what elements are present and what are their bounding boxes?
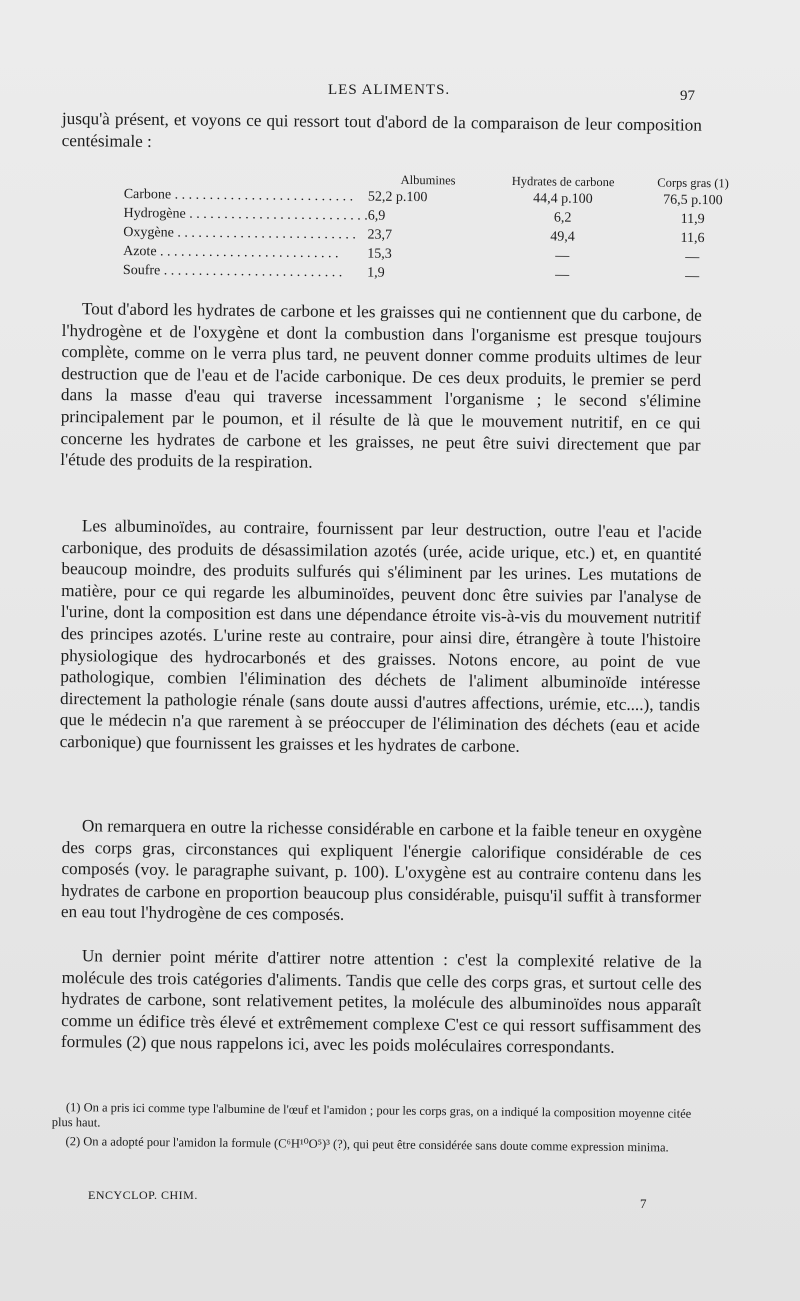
footnote-1: (1) On a pris ici comme type l'albumine de l'œuf et l'amidon ; pour les corps gras, on a indiqué la composition moyenne citée plus haut. bbox=[51, 1100, 692, 1130]
element-name: Carbone . . . bbox=[124, 187, 368, 209]
albumines-value: 6,9 bbox=[367, 208, 386, 224]
paragraph-block-4 bbox=[61, 945, 702, 1060]
albumines-value: 15,3 bbox=[367, 246, 392, 262]
intro-paragraph: jusqu'à présent, et voyons ce qui ressort tout d'abord de la comparaison de leur composition centésimale : bbox=[61, 108, 702, 151]
gras-value: 76,5 p.100 bbox=[663, 192, 723, 209]
gras-value: 11,6 bbox=[680, 230, 705, 247]
footnotes bbox=[51, 1100, 702, 1160]
element-name: Soufre . . . bbox=[123, 263, 367, 285]
paragraph: Tout d'abord les hydrates de carbone et les graisses qui ne contiennent que du carbone, de l'hydrogène et de l'oxygène et dont la combustion dans l'organisme est presque toujours complète, comme on le verra plus tard, ne peuvent donner comme produits ultimes de leur destruction que de l'eau et de l'acide carbonique. De ces deux produits, le premier se perd dans la masse d'eau qui traverse incessamment l'organisme ; le second s'élimine principalement par le poumon, et il résulte de là que le mouvement nutritif, en ce qui concerne les hydrates de carbone et les graisses, ne peut être suivi directement que par l'étude des produits de la respiration. bbox=[60, 299, 702, 472]
gras-value: 11,9 bbox=[680, 211, 705, 228]
running-head: LES ALIMENTS. bbox=[328, 82, 451, 98]
albumines-value: 1,9 bbox=[367, 265, 385, 281]
hydrates-value: 49,4 bbox=[550, 229, 575, 245]
paragraph: Un dernier point mérite d'attirer notre attention : c'est la complexité relative de la molécule des trois catégories d'aliments. Tandis que celle des corps gras, et surtout celle des hydrates de carbone, sont relativement petites, la molécule des albuminoïdes nous apparaît comme un édifice très élevé et extrêmement complexe C'est ce qui ressort suffisamment des formules (2) que nous rappelons ici, avec les poids moléculaires correspondants. bbox=[60, 946, 702, 1058]
composition-table bbox=[123, 170, 748, 289]
albumines-value: 23,7 bbox=[367, 227, 393, 243]
hydrates-value: — bbox=[555, 248, 570, 264]
paragraph: Les albuminoïdes, au contraire, fournissent par leur destruction, outre l'eau et l'acide carbonique, des produits de désassimilation azotés (urée, acide urique, etc.) et, en quantité beaucoup moindre, des produits sulfurés qui s'éliminent par les urines. Les mutations de matière, pour ce qui regarde les albuminoïdes, peuvent donc être suivies par l'analyse de l'urine, dont la composition est dans une dépendance étroite vis-à-vis du mouvement nutritif des principes azotés. L'urine reste au contraire, pour ainsi dire, étrangère à toute l'histoire physiologique des hydrocarbonés et des graisses. Notons encore, au point de vue pathologique, combien l'élimination des déchets de l'aliment albuminoïde intéresse directement la pathologie rénale (sans doute aussi d'autres affections, urémie, etc....), tandis que le médecin n'a que rarement à se préoccuper de l'élimination des déchets (eau et acide carbonique) que fournissent les graisses et les hydrates de carbone. bbox=[59, 516, 702, 756]
gras-value: — bbox=[685, 268, 700, 285]
albumines-value: 52,2 p.100 bbox=[367, 189, 428, 206]
paragraph-block-3 bbox=[61, 815, 702, 930]
table-header-albumines: Albumines bbox=[400, 172, 456, 188]
printer-signature: ENCYCLOP. CHIM. bbox=[88, 1188, 198, 1202]
paragraph: On remarquera en outre la richesse considérable en carbone et la faible teneur en oxygène des corps gras, circonstances qui expliquent l'énergie calorifique considérable de ces composés (voy. le paragraphe suivant, p. 100). L'oxygène est au contraire contenu dans les hydrates de carbone en proportion beaucoup plus considérable, puisqu'il suffit à transformer en eau tout l'hydrogène de ces composés. bbox=[60, 816, 702, 925]
intro-text bbox=[62, 108, 702, 158]
hydrates-value: — bbox=[555, 267, 570, 283]
hydrates-value: 44,4 p.100 bbox=[533, 191, 593, 207]
table-header-gras: Corps gras (1) bbox=[657, 175, 729, 191]
element-name: Azote . . . bbox=[123, 244, 367, 266]
paragraph-block-2 bbox=[60, 515, 702, 759]
page-number: 97 bbox=[680, 88, 695, 104]
element-name: Oxygène . . . bbox=[123, 225, 367, 247]
element-name: Hydrogène . . . bbox=[123, 206, 367, 228]
gras-value: — bbox=[685, 249, 700, 266]
table-header-hydrates: Hydrates de carbone bbox=[511, 174, 615, 190]
signature-number: 7 bbox=[640, 1196, 647, 1211]
footnote-2: (2) On a adopté pour l'amidon la formule (C⁶H¹⁰O⁵)³ (?), qui peut être considérée sans doute comme expression minima. bbox=[65, 1134, 669, 1155]
hydrates-value: 6,2 bbox=[553, 210, 572, 226]
paragraph-block-1 bbox=[60, 298, 702, 477]
